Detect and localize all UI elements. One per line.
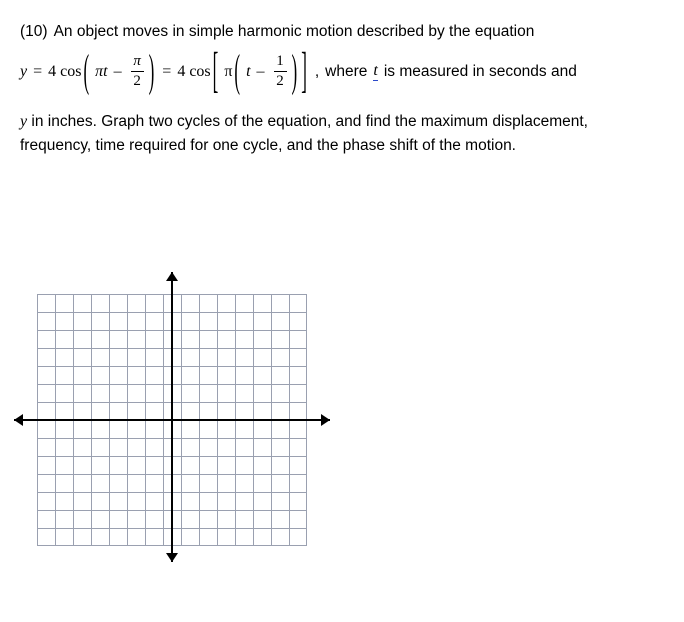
x-axis-left-arrow-icon	[14, 414, 23, 426]
x-axis-right-arrow-icon	[321, 414, 330, 426]
paragraph-variable-y: y	[20, 113, 28, 130]
problem-line-1	[20, 22, 664, 42]
eq-comma: ,	[314, 62, 320, 80]
eq-argument-pi-t: πt	[95, 62, 108, 80]
eq-minus-2: –	[256, 62, 265, 80]
eq-fraction-1-numerator: π	[133, 53, 141, 69]
problem-number: (10)	[20, 23, 48, 40]
eq-t-underlined: t	[373, 62, 378, 79]
eq-lhs-variable: y	[20, 62, 28, 80]
eq-fraction-1-bar	[131, 71, 144, 72]
coordinate-graph	[14, 272, 334, 562]
eq-close-bracket: ]	[301, 42, 307, 98]
y-axis-up-arrow-icon	[166, 272, 178, 281]
eq-open-paren-1: (	[83, 44, 90, 96]
eq-where-text: where	[325, 62, 368, 80]
eq-equals-2: =	[162, 62, 172, 80]
problem-statement	[20, 22, 664, 98]
equation-line	[20, 42, 664, 98]
problem-paragraph	[20, 110, 660, 158]
eq-fraction-2-bar	[274, 71, 287, 72]
paragraph-text: in inches. Graph two cycles of the equation, and find the maximum displacement, frequency, time required for one cycle, and the phase shift of the motion.	[20, 113, 588, 154]
eq-fraction-1-denominator: 2	[133, 73, 141, 89]
eq-fraction-2	[274, 54, 287, 89]
eq-pi-symbol: π	[224, 62, 233, 80]
eq-close-paren-2: )	[291, 44, 298, 96]
eq-cos-1: cos	[60, 62, 82, 80]
eq-t-variable: t	[246, 62, 251, 80]
eq-open-paren-2: (	[234, 44, 241, 96]
eq-close-paren-1: )	[148, 44, 155, 96]
eq-open-bracket: [	[212, 42, 219, 98]
eq-fraction-2-denominator: 2	[276, 73, 284, 89]
eq-equals-1: =	[33, 62, 43, 80]
eq-fraction-2-numerator: 1	[276, 53, 284, 69]
eq-minus-1: –	[113, 62, 122, 80]
eq-coefficient-2: 4	[177, 62, 186, 80]
eq-tail-text: is measured in seconds and	[383, 62, 577, 80]
y-axis-down-arrow-icon	[166, 553, 178, 562]
eq-fraction-1	[131, 54, 144, 89]
eq-coefficient-1: 4	[48, 62, 57, 80]
y-axis	[171, 272, 173, 562]
problem-intro-text: An object moves in simple harmonic motion described by the equation	[53, 23, 535, 40]
eq-cos-2: cos	[189, 62, 211, 80]
